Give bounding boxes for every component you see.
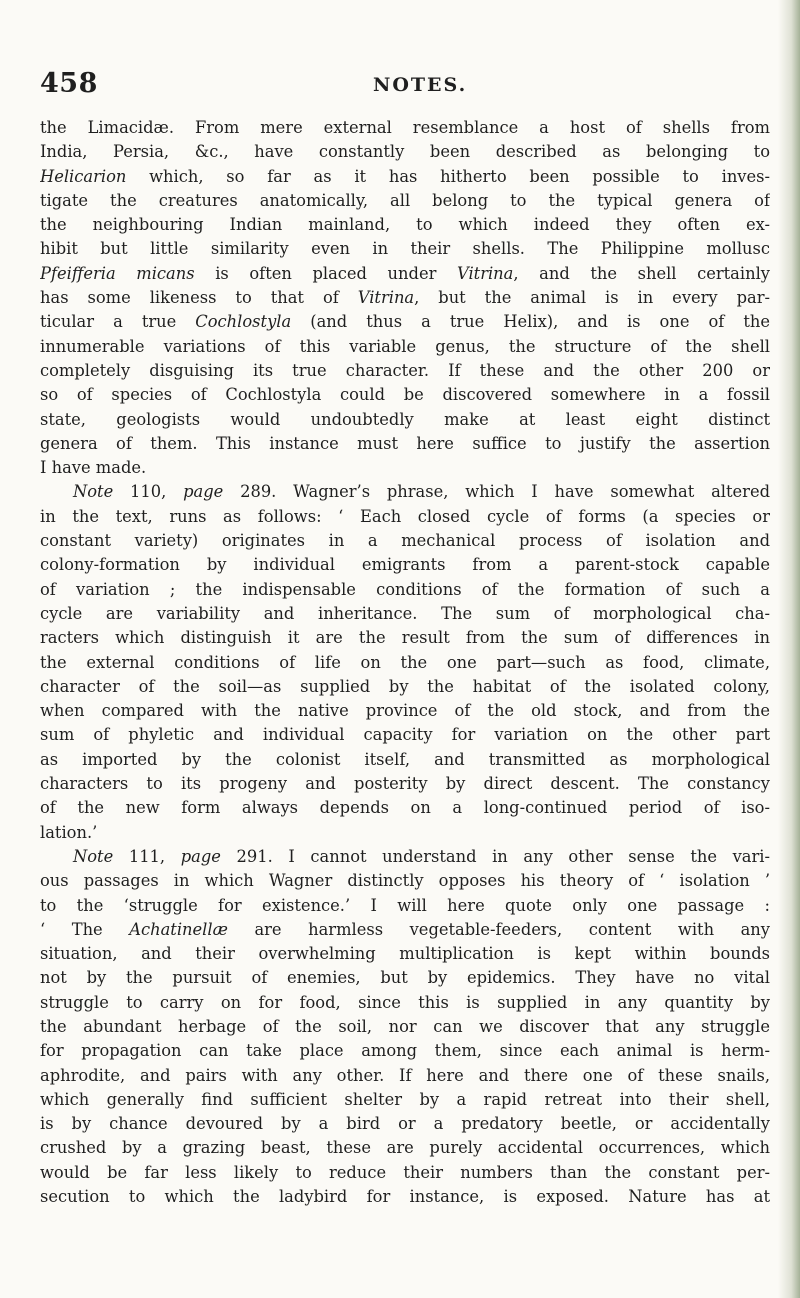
text-segment: which generally find sufficient shelter by a rapid retreat into their shell, [40,1089,770,1109]
text-line [40,213,770,237]
text-line [40,966,770,990]
text-segment: innumerable variations of this variable genus, the structure of the shell [40,336,770,356]
text-line [40,310,770,334]
running-head: NOTES. [373,74,468,96]
text-line [40,1136,770,1160]
text-segment: when compared with the native province of the old stock, and from the [40,701,770,721]
text-segment: ‘ The [40,919,130,939]
text-line [40,505,770,529]
text-segment: cycle are variability and inheritance. The sum of morphological cha- [40,603,770,623]
text-line [40,165,770,189]
text-line [40,480,770,504]
text-segment: is by chance devoured by a bird or a predatory beetle, or accidentally [40,1114,770,1134]
text-line [40,723,770,747]
text-segment: colony-formation by individual emigrants from a parent-stock capable [40,555,770,575]
text-line [40,1015,770,1039]
text-line [40,383,770,407]
text-segment: character of the soil—as supplied by the habitat of the isolated colony, [40,676,770,696]
text-segment: lation.’ [40,822,98,842]
italic-text: Vitrina [456,263,514,283]
text-segment: are harmless vegetable-feeders, content with any [227,919,770,939]
text-segment: not by the pursuit of enemies, but by epidemics. They have no vital [40,968,770,988]
text-line [40,699,770,723]
text-line [40,553,770,577]
text-line [40,578,770,602]
text-segment: genera of them. This instance must here suffice to justify the assertion [40,433,770,453]
text-segment: , but the animal is in every par- [414,288,770,308]
text-segment: 291. I cannot understand in any other sense the vari- [220,846,770,866]
text-line [40,626,770,650]
text-line [40,237,770,261]
italic-text: Cochlostyla [195,312,292,332]
text-segment: secution to which the ladybird for instance, is exposed. Nature has at [40,1187,770,1207]
text-segment: the abundant herbage of the soil, nor can we discover that any struggle [40,1016,770,1036]
text-segment: the external conditions of life on the one part—such as food, climate, [40,652,770,672]
text-segment: crushed by a grazing beast, these are purely accidental occurrences, which [40,1138,770,1158]
text-line [40,772,770,796]
text-segment: aphrodite, and pairs with any other. If here and there one of these snails, [40,1065,770,1085]
text-segment: 111, [113,846,181,866]
text-line [40,821,770,845]
text-segment: 110, [113,482,184,502]
text-segment: constant variety) originates in a mechanical process of isolation and [40,531,770,551]
text-line [40,335,770,359]
text-line [40,529,770,553]
text-segment: in the text, runs as follows: ‘ Each closed cycle of forms (a species or [40,506,770,526]
text-line [40,845,770,869]
body-text [40,116,770,1209]
text-segment: hibit but little similarity even in their shells. The Philippine mollusc [40,239,770,259]
text-line [40,1112,770,1136]
text-line [40,432,770,456]
text-segment: 289. Wagner’s phrase, which I have somewhat altered [223,482,770,502]
text-line [40,796,770,820]
text-line [40,140,770,164]
text-line [40,991,770,1015]
text-segment: for propagation can take place among them, since each animal is herm- [40,1041,770,1061]
text-segment: characters to its progeny and posterity by direct descent. The constancy [40,774,770,794]
page-binding-edge [778,0,800,1298]
italic-text: Helicarion [40,166,127,186]
italic-text: Pfeifferia micans [40,263,195,283]
text-line [40,359,770,383]
text-segment: , and the shell certainly [513,263,770,283]
text-line [40,1161,770,1185]
text-segment: racters which distinguish it are the result from the sum of differences in [40,628,770,648]
text-segment: ous passages in which Wagner distinctly opposes his theory of ‘ isolation ’ [40,871,770,891]
text-segment: which, so far as it has hitherto been possible to inves- [126,166,770,186]
text-segment: tigate the creatures anatomically, all belong to the typical genera of [40,190,770,210]
italic-text: page [183,482,224,502]
text-line [40,918,770,942]
text-segment: the neighbouring Indian mainland, to which indeed they often ex- [40,215,770,235]
text-segment: state, geologists would undoubtedly make at least eight distinct [40,409,770,429]
text-line [40,1039,770,1063]
text-segment: of the new form always depends on a long-continued period of iso- [40,798,770,818]
text-segment: to the ‘struggle for existence.’ I will here quote only one passage : [40,895,770,915]
text-line [40,869,770,893]
text-line [40,651,770,675]
text-line [40,408,770,432]
text-line [40,456,770,480]
page-number: 458 [40,68,98,99]
text-line [40,942,770,966]
italic-text: Vitrina [357,288,415,308]
text-segment: of variation ; the indispensable conditions of the formation of such a [40,579,770,599]
text-segment: is often placed under [194,263,457,283]
italic-text: Note [73,482,114,502]
italic-text: page [180,846,221,866]
text-segment: ticular a true [40,312,196,332]
text-line [40,116,770,140]
italic-text: Achatinellæ [129,919,228,939]
text-segment: struggle to carry on for food, since this is supplied in any quantity by [40,992,770,1012]
text-segment: (and thus a true Helix), and is one of the [291,312,770,332]
text-segment: completely disguising its true character. If these and the other 200 or [40,360,770,380]
text-segment: I have made. [40,458,147,478]
text-line [40,602,770,626]
text-segment: so of species of Cochlostyla could be discovered somewhere in a fossil [40,385,770,405]
text-line [40,1088,770,1112]
italic-text: Note [73,846,114,866]
text-segment: as imported by the colonist itself, and transmitted as morphological [40,749,770,769]
text-segment: sum of phyletic and individual capacity for variation on the other part [40,725,770,745]
text-line [40,1185,770,1209]
text-line [40,1064,770,1088]
text-line [40,189,770,213]
text-line [40,286,770,310]
text-line [40,262,770,286]
text-segment: the Limacidæ. From mere external resemblance a host of shells from [40,118,770,137]
text-line [40,748,770,772]
text-line [40,675,770,699]
text-segment: situation, and their overwhelming multiplication is kept within bounds [40,944,770,964]
text-segment: India, Persia, &c., have constantly been described as belonging to [40,142,770,162]
text-segment: would be far less likely to reduce their numbers than the constant per- [40,1162,770,1182]
text-segment: has some likeness to that of [40,288,358,308]
text-line [40,894,770,918]
page-header [0,66,800,106]
